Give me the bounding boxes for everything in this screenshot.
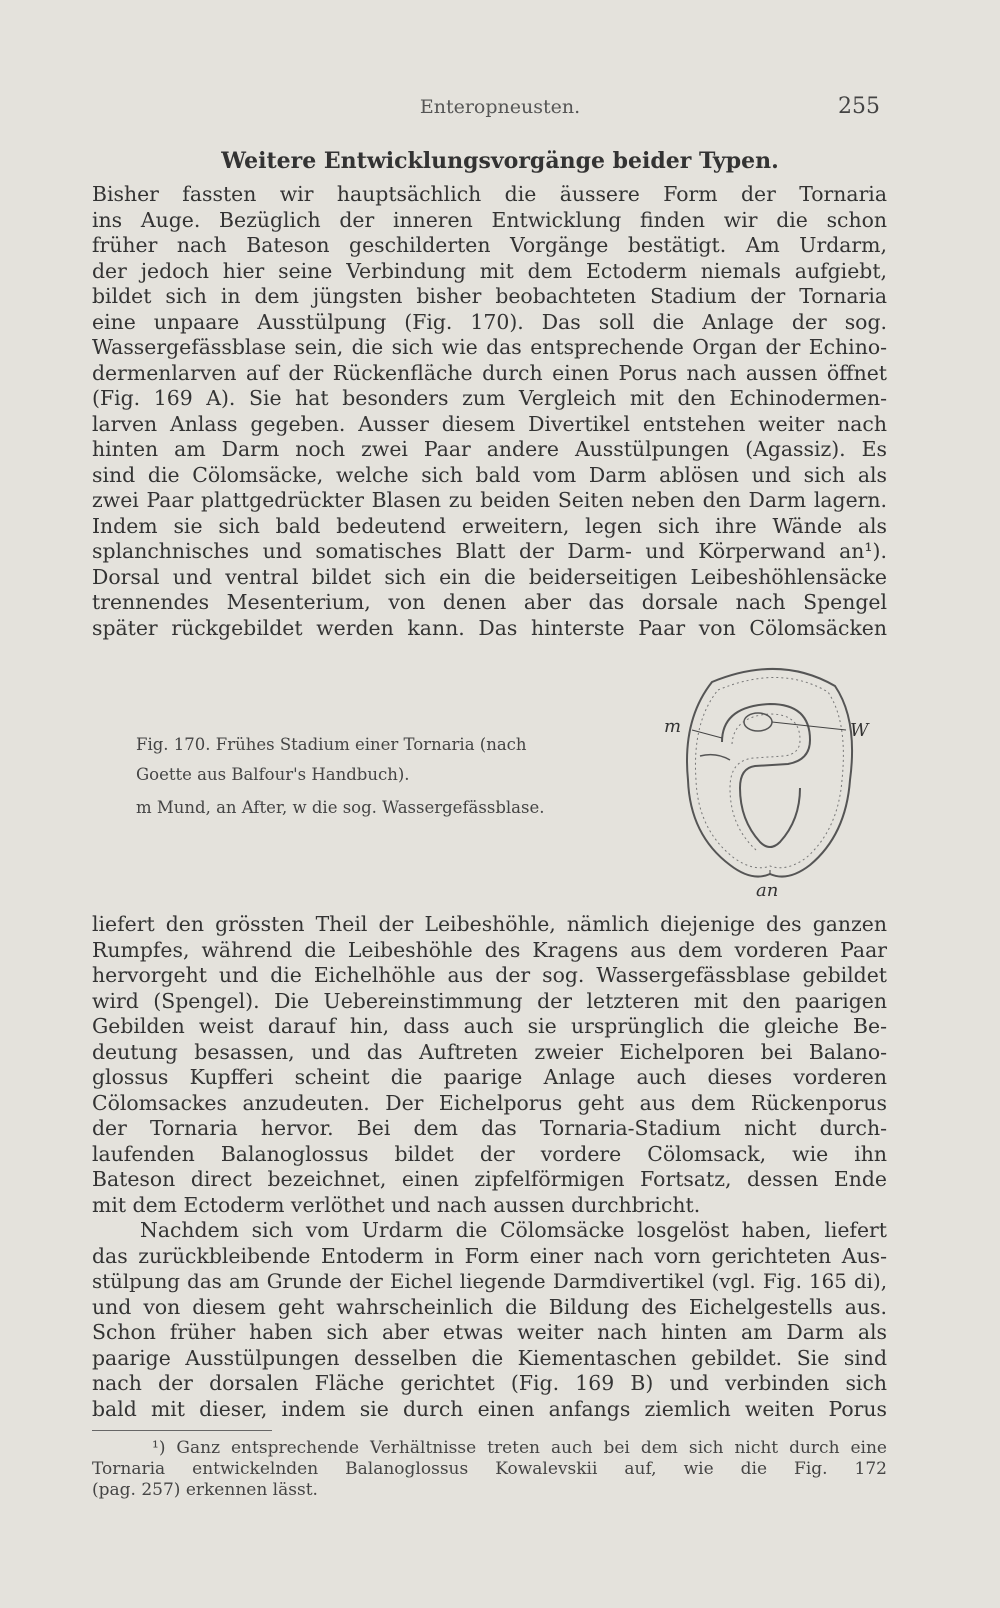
text-line: bald mit dieser, indem sie durch einen anfangs ziemlich weiten Porus (92, 1396, 887, 1421)
label-m: m (664, 716, 682, 737)
paragraph-2 (92, 912, 887, 1422)
label-pointer-m (692, 730, 722, 738)
text-line: Dorsal und ventral bildet sich ein die beiderseitigen Leibeshöhlensäcke (92, 564, 887, 589)
label-an: an (756, 880, 779, 901)
running-header-title: Enteropneusten. (419, 96, 581, 118)
text-line: glossus Kupfferi scheint die paarige Anlage auch dieses vorderen (92, 1065, 887, 1089)
text-line: ins Auge. Bezüglich der inneren Entwicklung finden wir die schon (92, 207, 887, 232)
footnote-line: ¹) Ganz entsprechende Verhältnisse treten auch bei dem sich nicht durch eine (152, 1438, 887, 1458)
text-line: bildet sich in dem jüngsten bisher beobachteten Stadium der Tornaria (92, 284, 887, 308)
text-line: wird (Spengel). Die Uebereinstimmung der letzteren mit den paarigen (92, 988, 887, 1013)
text-line: später rückgebildet werden kann. Das hinterste Paar von Cölomsäcken (92, 615, 887, 640)
text-line: Nachdem sich vom Urdarm die Cölomsäcke losgelöst haben, liefert (140, 1218, 887, 1242)
text-line: Cölomsackes anzudeuten. Der Eichelporus geht aus dem Rückenporus (92, 1090, 887, 1115)
text-line: sind die Cölomsäcke, welche sich bald vom Darm ablösen und sich als (92, 462, 887, 487)
tornaria-figure (660, 660, 900, 905)
body-inner-outline (695, 677, 843, 867)
text-line: Indem sie sich bald bedeutend erweitern, legen sich ihre Wände als (92, 513, 887, 538)
text-line: zwei Paar plattgedrückter Blasen zu beiden Seiten neben den Darm lagern. (92, 488, 887, 512)
mouth-shape (700, 755, 730, 760)
text-line: der jedoch hier seine Verbindung mit dem Ectoderm niemals aufgiebt, (92, 258, 887, 283)
text-line: hervorgeht und die Eichelhöhle aus der sog. Wassergefässblase gebildet (92, 963, 887, 987)
text-line: mit dem Ectoderm verlöthet und nach aussen durchbricht. (92, 1192, 701, 1217)
text-line: deutung besassen, und das Auftreten zweier Eichelporen bei Balano- (92, 1039, 887, 1064)
text-line: trennendes Mesenterium, von denen aber das dorsale nach Spengel (92, 590, 887, 614)
text-line: liefert den grössten Theil der Leibeshöhle, nämlich diejenige des ganzen (92, 912, 887, 936)
caption-line: Goette aus Balfour's Handbuch). (136, 765, 410, 784)
text-line: stülpung das am Grunde der Eichel liegende Darmdivertikel (vgl. Fig. 165 di), (92, 1270, 887, 1293)
text-line: Wassergefässblase sein, die sich wie das entsprechende Organ der Echino- (92, 335, 887, 359)
body-outline (687, 669, 852, 877)
text-line: Rumpfes, während die Leibeshöhle des Kragens aus dem vorderen Paar (92, 937, 887, 962)
text-line: früher nach Bateson geschilderten Vorgänge bestätigt. Am Urdarm, (92, 233, 887, 257)
figure-legend: m Mund, an After, w die sog. Wassergefässblase. (136, 798, 545, 817)
text-line: Bateson direct bezeichnet, einen zipfelförmigen Fortsatz, dessen Ende (92, 1167, 887, 1191)
text-line: dermenlarven auf der Rückenfläche durch einen Porus nach aussen öffnet (92, 360, 887, 385)
text-line: Gebilden weist darauf hin, dass auch sie ursprünglich die gleiche Be- (92, 1014, 887, 1038)
footnote-line: Tornaria entwickelnden Balanoglossus Kowalevskii auf, wie die Fig. 172 (92, 1459, 887, 1479)
text-line: Bisher fassten wir hauptsächlich die äussere Form der Tornaria (92, 182, 887, 206)
text-line: eine unpaare Ausstülpung (Fig. 170). Das soll die Anlage der sog. (92, 309, 887, 334)
text-line: larven Anlass gegeben. Ausser diesem Divertikel entstehen weiter nach (92, 411, 887, 436)
text-line: der Tornaria hervor. Bei dem das Tornaria-Stadium nicht durch- (92, 1116, 887, 1140)
caption-line: Fig. 170. Frühes Stadium einer Tornaria (nach (136, 735, 527, 754)
page-number: 255 (838, 94, 880, 119)
footnote-divider (92, 1430, 272, 1431)
tornaria-illustration (660, 660, 900, 905)
paragraph-1 (92, 182, 887, 641)
text-line: paarige Ausstülpungen desselben die Kiementaschen gebildet. Sie sind (92, 1345, 887, 1370)
label-w: W (850, 720, 869, 741)
text-line: Schon früher haben sich aber etwas weiter nach hinten am Darm als (92, 1320, 887, 1344)
text-line: splanchnisches und somatisches Blatt der Darm- und Körperwand an¹). (92, 539, 887, 563)
text-line: hinten am Darm noch zwei Paar andere Ausstülpungen (Agassiz). Es (92, 437, 887, 461)
text-line: (Fig. 169 A). Sie hat besonders zum Vergleich mit den Echinodermen- (92, 386, 887, 410)
gut-outline (722, 704, 810, 847)
text-line: das zurückbleibende Entoderm in Form einer nach vorn gerichteten Aus- (92, 1243, 887, 1268)
figure-caption (136, 730, 656, 790)
footnote-line: (pag. 257) erkennen lässt. (92, 1480, 318, 1500)
text-line: nach der dorsalen Fläche gerichtet (Fig. 169 B) und verbinden sich (92, 1371, 887, 1395)
text-line: und von diesem geht wahrscheinlich die Bildung des Eichelgestells aus. (92, 1294, 887, 1319)
section-heading: Weitere Entwicklungsvorgänge beider Typen. (221, 148, 779, 174)
footnote (92, 1438, 887, 1501)
text-line: laufenden Balanoglossus bildet der vordere Cölomsack, wie ihn (92, 1141, 887, 1166)
